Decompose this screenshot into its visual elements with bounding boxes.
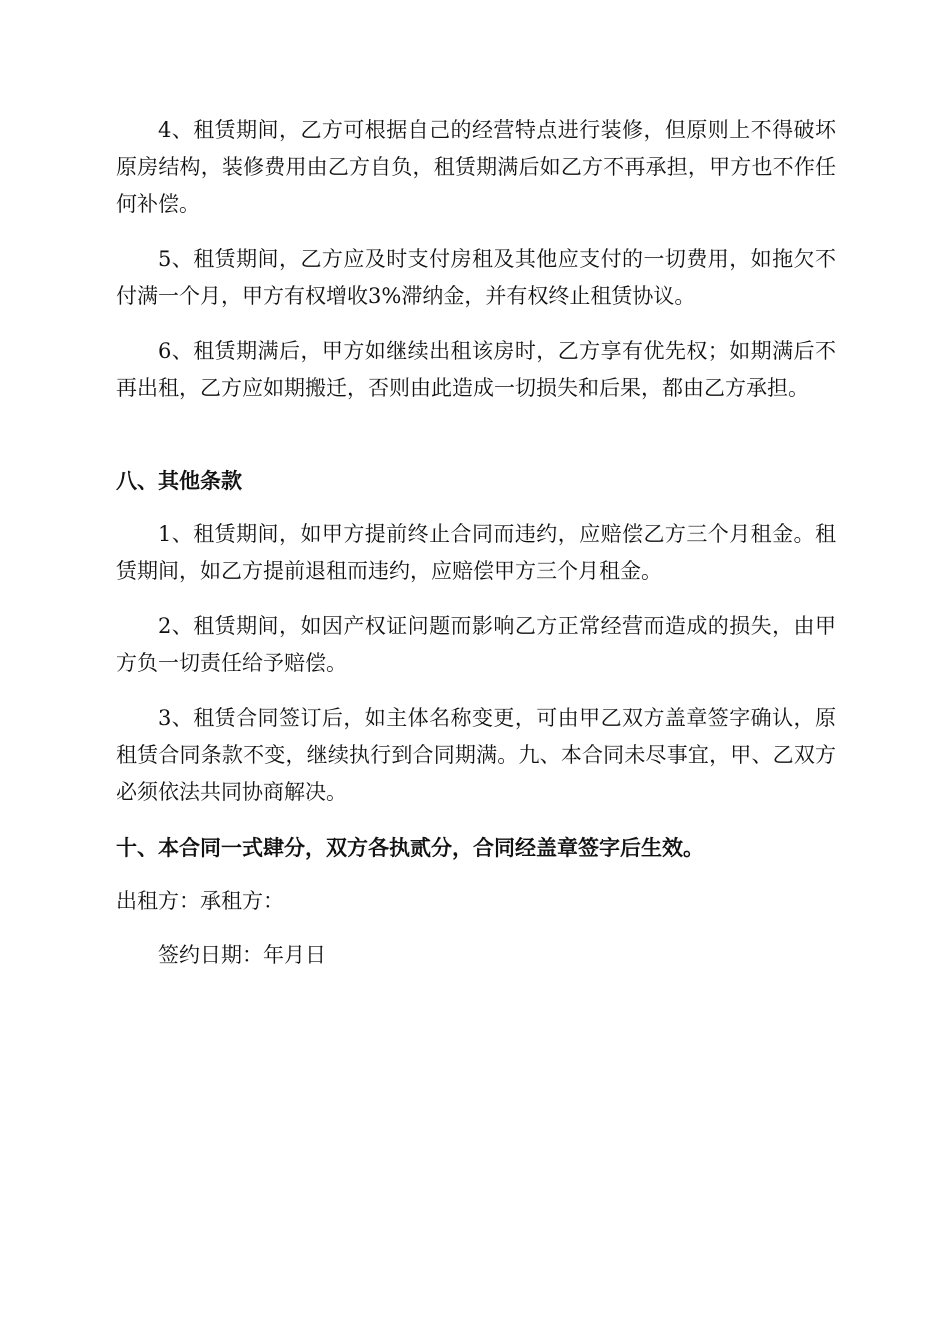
section-8-item-2: 2、租赁期间，如因产权证问题而影响乙方正常经营而造成的损失，由甲方负一切责任给予赔偿。: [116, 614, 836, 675]
section-8-item-1: 1、租赁期间，如甲方提前终止合同而违约，应赔偿乙方三个月租金。租赁期间，如乙方提前退租而违约，应赔偿甲方三个月租金。: [116, 522, 836, 583]
clause-4: 4、租赁期间，乙方可根据自己的经营特点进行装修，但原则上不得破坏原房结构，装修费用由乙方自负，租赁期满后如乙方不再承担，甲方也不作任何补偿。: [116, 118, 836, 216]
section-8-heading: 八、其他条款: [116, 468, 242, 493]
contract-page: [116, 112, 836, 974]
clause-5: 5、租赁期间，乙方应及时支付房租及其他应支付的一切费用，如拖欠不付满一个月，甲方有权增收3%滞纳金，并有权终止租赁协议。: [116, 247, 836, 308]
section-8-item-3: 3、租赁合同签订后，如主体名称变更，可由甲乙双方盖章签字确认，原租赁合同条款不变，继续执行到合同期满。九、本合同未尽事宜，甲、乙双方必须依法共同协商解决。: [116, 706, 836, 804]
signature-line: 出租方：承租方：: [116, 889, 284, 913]
section-10-heading: 十、本合同一式肆分，双方各执贰分，合同经盖章签字后生效。: [116, 835, 704, 860]
date-line: 签约日期：年月日: [158, 943, 326, 967]
clause-6: 6、租赁期满后，甲方如继续出租该房时，乙方享有优先权；如期满后不再出租，乙方应如期搬迁，否则由此造成一切损失和后果，都由乙方承担。: [116, 339, 836, 400]
